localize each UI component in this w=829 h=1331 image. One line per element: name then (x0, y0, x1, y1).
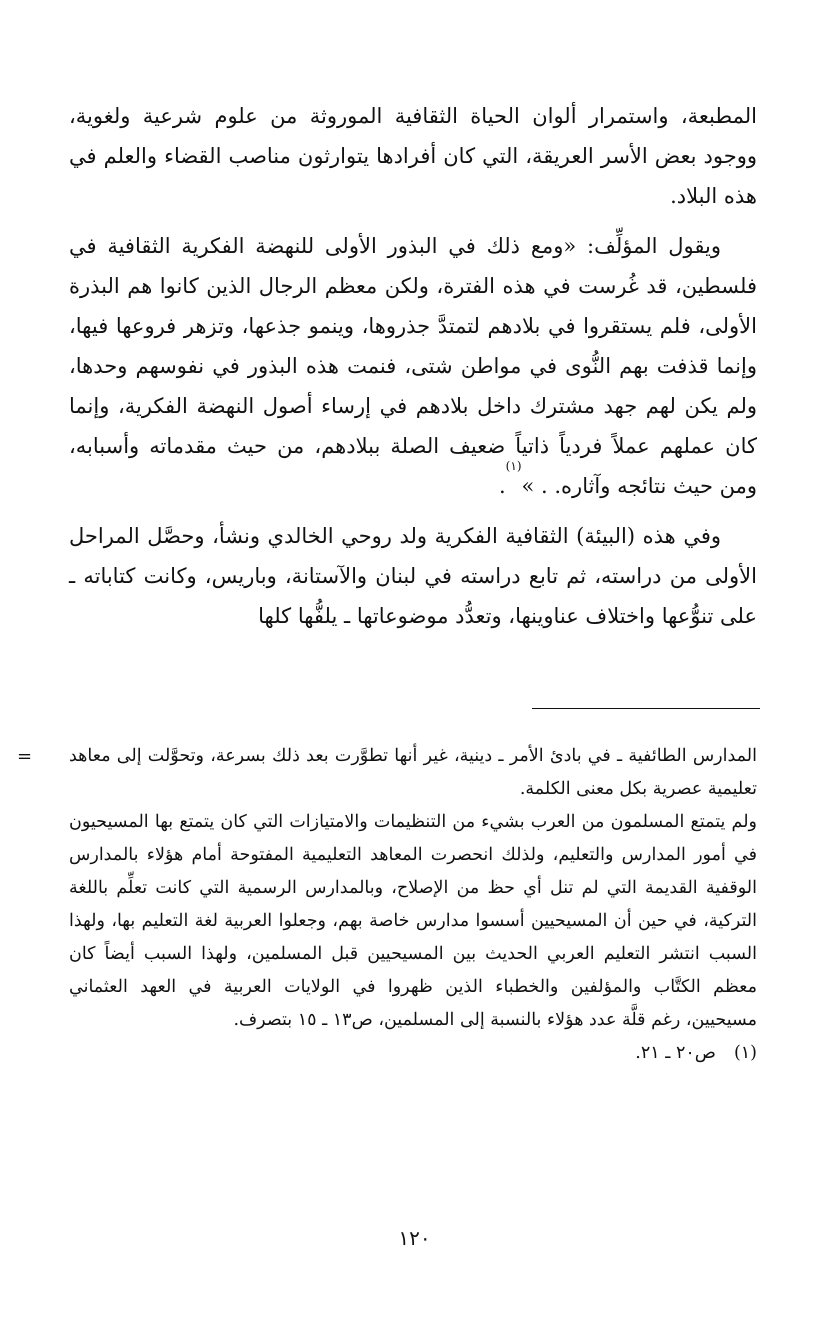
paragraph-1: المطبعة، واستمرار ألوان الحياة الثقافية الموروثة من علوم شرعية ولغوية، ووجود بعض الأسر العريقة، التي كان أفرادها يتوارثون مناصب القضاء والعلم في هذه البلاد. (69, 104, 757, 208)
footnote-ref-1: (١) (505, 459, 522, 473)
continuation-mark: = (17, 746, 33, 767)
footnote-1 (69, 1037, 757, 1070)
footnote-separator (532, 708, 760, 709)
main-text (69, 96, 757, 636)
footnote-continued-2: ولم يتمتع المسلمون من العرب بشيء من التنظيمات والامتيازات التي كان يتمتع بها المسيحيون في أمور المدارس والتعليم، ولذلك انحصرت المعاهد التعليمية المفتوحة أمام هؤلاء بالمدارس الوقفية القديمة التي لم تنل أي حظ من الإصلاح، وبالمدارس الرسمية التي كانت تعلِّم باللغة التركية، في حين أن المسيحيين أسسوا مدارس خاصة بهم، وجعلوا العربية لغة التعليم بها، ولهذا السبب انتشر التعليم العربي الحديث بين المسيحيين قبل المسلمين، ولهذا السبب أيضاً كان معظم الكتَّاب والمؤلفين والخطباء الذين ظهروا في الولايات العربية في العهد العثماني مسيحيين، رغم قلَّة عدد هؤلاء بالنسبة إلى المسلمين، ص١٣ ـ ١٥ بتصرف. (69, 812, 757, 1030)
paragraph-2: ويقول المؤلِّف: «ومع ذلك في البذور الأولى للنهضة الفكرية الثقافية في فلسطين، قد غُرست في هذه الفترة، ولكن معظم الرجال الذين كانوا هم البذرة الأولى، فلم يستقروا في بلادهم لتمتدَّ جذروها، وينمو جذعها، وتزهر فروعها فيها، وإنما قذفت بهم النُّوى في مواطن شتى، فنمت هذه البذور في نفوسهم وحدها، ولم يكن لهم جهد مشترك داخل بلادهم في إرساء أصول النهضة الفكرية، وإنما كان عملهم عملاً فردياً ذاتياً ضعيف الصلة ببلادهم، من حيث مقدماته وأسبابه، ومن حيث نتائجه وآثاره. . »$^{(١)}$. (69, 234, 757, 498)
paragraph-2-text: ويقول المؤلِّف: «ومع ذلك في البذور الأولى للنهضة الفكرية الثقافية في فلسطين، قد غُرست في هذه الفترة، ولكن معظم الرجال الذين كانوا هم البذرة الأولى، فلم يستقروا في بلادهم لتمتدَّ جذروها، وينمو جذعها، وتزهر فروعها فيها، وإنما قذفت بهم النُّوى في مواطن شتى، فنمت هذه البذور في نفوسهم وحدها، ولم يكن لهم جهد مشترك داخل بلادهم في إرساء أصول النهضة الفكرية، وإنما كان عملهم عملاً فردياً ذاتياً ضعيف الصلة ببلادهم، من حيث مقدماته وأسبابه، ومن حيث نتائجه وآثاره. . » (69, 234, 757, 498)
footnote-1-number: (١) (733, 1043, 757, 1063)
footnotes (17, 740, 757, 1070)
page-number: ١٢٠ (398, 1226, 431, 1250)
footnote-continued-1: المدارس الطائفية ـ في بادئ الأمر ـ دينية، غير أنها تطوَّرت بعد ذلك بسرعة، وتحوَّلت إلى معاهد تعليمية عصرية بكل معنى الكلمة. (69, 746, 757, 799)
paragraph-3: وفي هذه (البيئة) الثقافية الفكرية ولد روحي الخالدي ونشأ، وحصَّل المراحل الأولى من دراسته، ثم تابع دراسته في لبنان والآستانة، وباريس، وكانت كتاباته ـ على تنوُّعها واختلاف عناوينها، وتعدُّد موضوعاتها ـ يلفُّها كلها (69, 524, 757, 628)
footnote-1-text: ص٢٠ ـ ٢١. (635, 1043, 716, 1063)
